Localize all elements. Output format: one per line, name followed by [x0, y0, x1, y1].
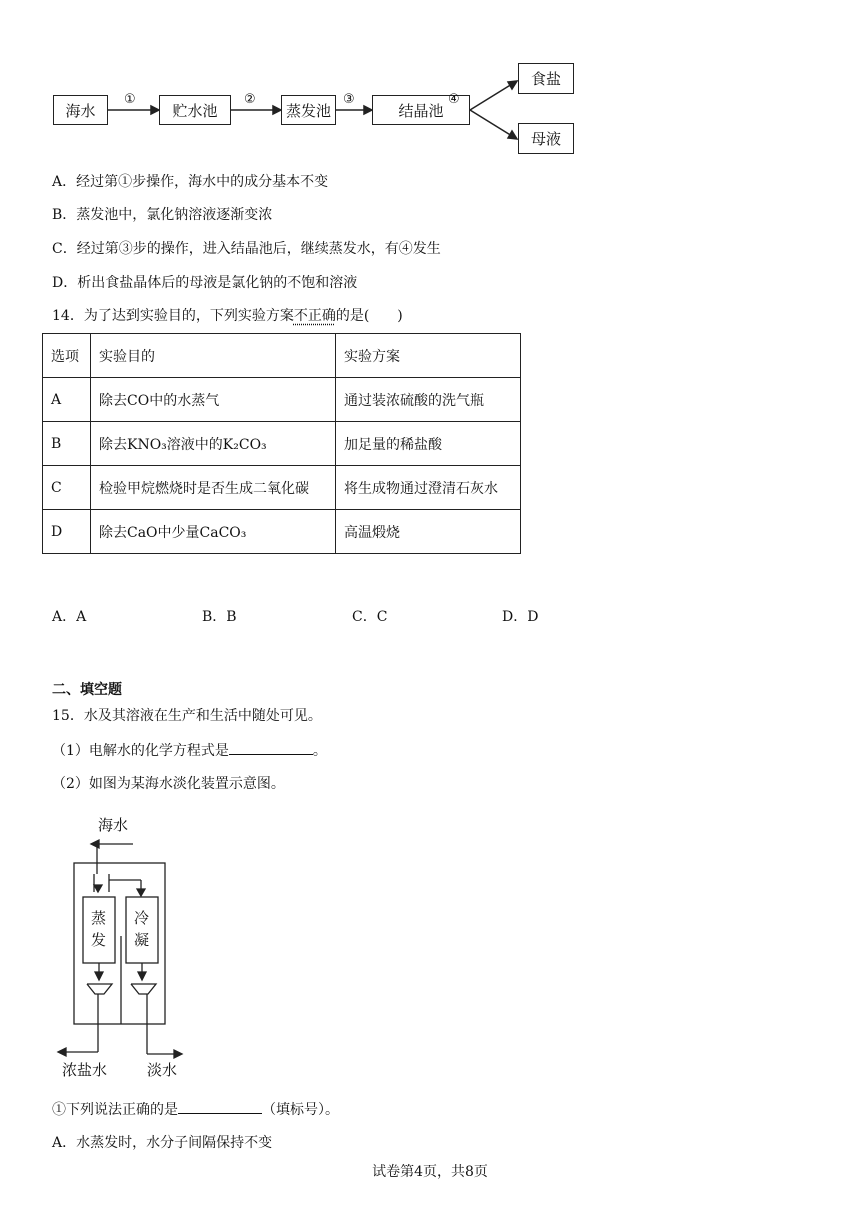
- node-crystallization-pool: 结晶池: [372, 95, 470, 125]
- flow-arrows: [0, 0, 600, 165]
- q15-part1-prefix: （1）电解水的化学方程式是: [52, 743, 229, 759]
- cell-purpose: 除去CaO中少量CaCO₃: [91, 510, 336, 554]
- node-mother-liquor: 母液: [518, 123, 574, 154]
- q15-sub1: [52, 1099, 339, 1120]
- cell-plan: 将生成物通过澄清石灰水: [336, 466, 521, 510]
- q13-option-a: A．经过第①步操作，海水中的成分基本不变: [52, 174, 329, 190]
- section-title: 二、填空题: [52, 682, 122, 698]
- desalination-lines: [0, 800, 220, 1090]
- q14-option-a: A．A: [52, 609, 87, 625]
- condense-label-2: 凝: [134, 931, 150, 949]
- table-row: [43, 466, 521, 510]
- page-footer: 试卷第4页，共8页: [372, 1164, 488, 1180]
- cell-plan: 高温煅烧: [336, 510, 521, 554]
- q14-emphasis: 不正确: [293, 308, 336, 324]
- inlet-label: 海水: [98, 816, 129, 834]
- step-1: ①: [124, 92, 136, 107]
- q14-stem-prefix: 14．为了达到实验目的，下列实验方案: [52, 308, 294, 324]
- q13-option-b: B．蒸发池中，氯化钠溶液逐渐变浓: [52, 207, 273, 223]
- q15-sub1-prefix: ①下列说法正确的是: [52, 1102, 178, 1118]
- answer-blank[interactable]: [178, 1099, 262, 1114]
- cell-option: A: [43, 378, 91, 422]
- q14-option-d: D．D: [502, 609, 539, 625]
- q15-option-a: A．水蒸发时，水分子间隔保持不变: [52, 1135, 273, 1151]
- outlet-brine-label: 浓盐水: [62, 1061, 108, 1079]
- evaporate-label-1: 蒸: [91, 909, 107, 927]
- cell-purpose: 检验甲烷燃烧时是否生成二氧化碳: [91, 466, 336, 510]
- q15-part2: （2）如图为某海水淡化装置示意图。: [52, 776, 285, 792]
- q14-option-b: B．B: [202, 609, 237, 625]
- q15-sub1-suffix: （填标号）。: [262, 1102, 339, 1118]
- step-3: ③: [343, 92, 355, 107]
- table-header-row: [43, 334, 521, 378]
- q14-option-c: C．C: [352, 609, 388, 625]
- q13-option-d: D．析出食盐晶体后的母液是氯化钠的不饱和溶液: [52, 275, 358, 291]
- cell-plan: 加足量的稀盐酸: [336, 422, 521, 466]
- q15-stem: 15．水及其溶液在生产和生活中随处可见。: [52, 708, 322, 724]
- cell-purpose: 除去CO中的水蒸气: [91, 378, 336, 422]
- header-purpose: 实验目的: [91, 334, 336, 378]
- cell-plan: 通过装浓硫酸的洗气瓶: [336, 378, 521, 422]
- cell-option: C: [43, 466, 91, 510]
- cell-option: D: [43, 510, 91, 554]
- q14-stem: [52, 306, 403, 326]
- table-row: [43, 378, 521, 422]
- condense-label-1: 冷: [134, 909, 150, 927]
- q15-part1: [52, 740, 327, 761]
- header-plan: 实验方案: [336, 334, 521, 378]
- header-option: 选项: [43, 334, 91, 378]
- node-salt: 食盐: [518, 63, 574, 94]
- step-2: ②: [244, 92, 256, 107]
- q14-stem-suffix: 的是( ): [335, 308, 403, 324]
- q15-part1-suffix: 。: [312, 743, 327, 759]
- node-evaporation-pool: 蒸发池: [281, 95, 336, 125]
- outlet-fresh-label: 淡水: [147, 1061, 178, 1079]
- cell-option: B: [43, 422, 91, 466]
- cell-purpose: 除去KNO₃溶液中的K₂CO₃: [91, 422, 336, 466]
- node-storage-pool: 贮水池: [159, 95, 231, 125]
- node-seawater: 海水: [53, 95, 108, 125]
- answer-blank[interactable]: [229, 740, 313, 755]
- table-row: [43, 510, 521, 554]
- experiment-table: [42, 333, 521, 554]
- evaporate-label-2: 发: [91, 931, 107, 949]
- step-4: ④: [448, 92, 460, 107]
- q13-option-c: C．经过第③步的操作，进入结晶池后，继续蒸发水，有④发生: [52, 241, 441, 257]
- table-row: [43, 422, 521, 466]
